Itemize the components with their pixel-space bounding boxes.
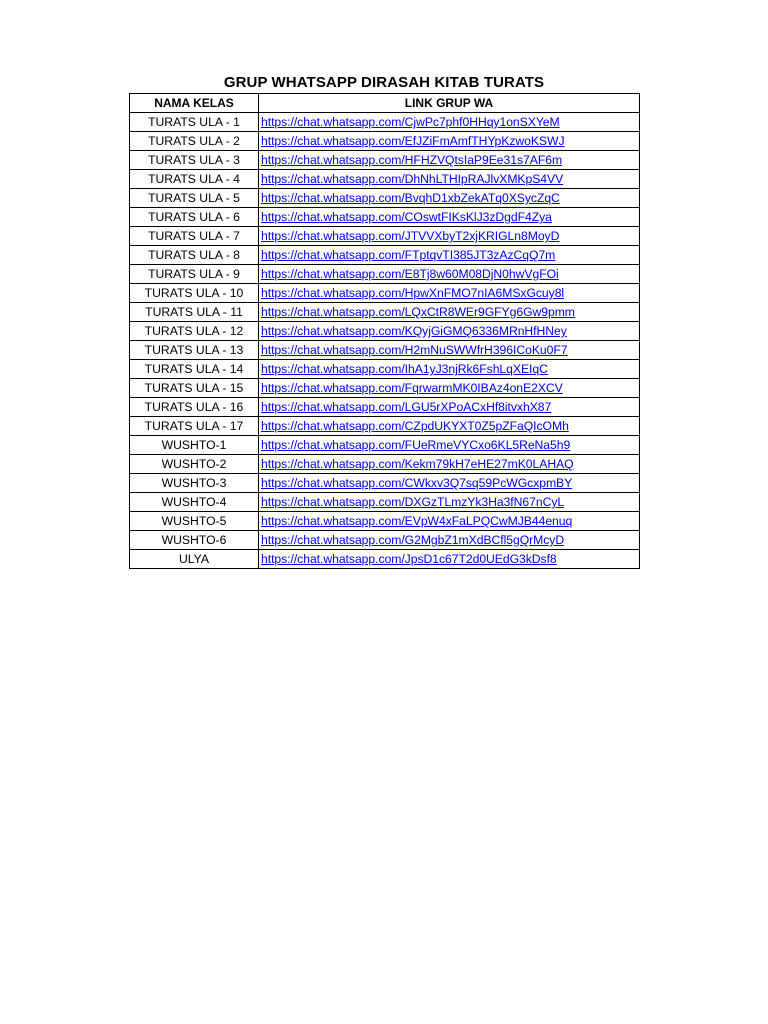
class-name-cell: WUSHTO-4 <box>130 493 259 512</box>
table-row <box>130 379 640 398</box>
group-link-cell <box>259 246 640 265</box>
class-name-cell: TURATS ULA - 8 <box>130 246 259 265</box>
class-name-cell: TURATS ULA - 3 <box>130 151 259 170</box>
class-name-cell: TURATS ULA - 7 <box>130 227 259 246</box>
group-invite-link[interactable]: https://chat.whatsapp.com/COswtFIKsKlJ3zDgdF4Zya <box>261 210 552 224</box>
group-link-cell <box>259 284 640 303</box>
group-link-cell <box>259 208 640 227</box>
class-name-cell: WUSHTO-2 <box>130 455 259 474</box>
group-invite-link[interactable]: https://chat.whatsapp.com/H2mNuSWWfrH396ICoKu0F7 <box>261 343 568 357</box>
group-invite-link[interactable]: https://chat.whatsapp.com/LGU5rXPoACxHf8itvxhX87 <box>261 400 552 414</box>
group-invite-link[interactable]: https://chat.whatsapp.com/CjwPc7phf0HHqy1onSXYeM <box>261 115 560 129</box>
table-header-row <box>130 94 640 113</box>
group-invite-link[interactable]: https://chat.whatsapp.com/CZpdUKYXT0Z5pZFaQIcOMh <box>261 419 569 433</box>
whatsapp-group-table <box>129 93 640 569</box>
group-link-cell <box>259 341 640 360</box>
group-link-cell <box>259 189 640 208</box>
class-name-cell: WUSHTO-6 <box>130 531 259 550</box>
group-invite-link[interactable]: https://chat.whatsapp.com/Kekm79kH7eHE27mK0LAHAQ <box>261 457 574 471</box>
class-name-cell: WUSHTO-1 <box>130 436 259 455</box>
group-invite-link[interactable]: https://chat.whatsapp.com/BvqhD1xbZekATq0XSycZqC <box>261 191 560 205</box>
group-invite-link[interactable]: https://chat.whatsapp.com/EVpW4xFaLPQCwMJB44enuq <box>261 514 573 528</box>
group-invite-link[interactable]: https://chat.whatsapp.com/EfJZiFmAmfTHYpKzwoKSWJ <box>261 134 565 148</box>
group-invite-link[interactable]: https://chat.whatsapp.com/LQxCtR8WEr9GFYg6Gw9pmm <box>261 305 575 319</box>
class-name-cell: TURATS ULA - 4 <box>130 170 259 189</box>
class-name-cell: TURATS ULA - 5 <box>130 189 259 208</box>
table-row <box>130 265 640 284</box>
group-invite-link[interactable]: https://chat.whatsapp.com/KQyjGiGMQ6336MRnHfHNey <box>261 324 567 338</box>
class-name-cell: TURATS ULA - 6 <box>130 208 259 227</box>
class-name-cell: ULYA <box>130 550 259 569</box>
column-header-class-name: NAMA KELAS <box>130 94 259 113</box>
group-link-cell <box>259 132 640 151</box>
table-row <box>130 360 640 379</box>
group-link-cell <box>259 455 640 474</box>
table-row <box>130 151 640 170</box>
class-name-cell: TURATS ULA - 10 <box>130 284 259 303</box>
group-link-cell <box>259 170 640 189</box>
group-link-cell <box>259 151 640 170</box>
group-link-cell <box>259 474 640 493</box>
table-row <box>130 474 640 493</box>
group-link-cell <box>259 398 640 417</box>
group-invite-link[interactable]: https://chat.whatsapp.com/IhA1yJ3njRk6FshLqXEIqC <box>261 362 548 376</box>
class-name-cell: WUSHTO-5 <box>130 512 259 531</box>
group-link-cell <box>259 512 640 531</box>
group-invite-link[interactable]: https://chat.whatsapp.com/E8Tj8w60M08DjN0hwVgFOi <box>261 267 559 281</box>
table-row <box>130 246 640 265</box>
group-link-cell <box>259 360 640 379</box>
table-body <box>130 113 640 569</box>
table-row <box>130 189 640 208</box>
group-link-cell <box>259 493 640 512</box>
table-row <box>130 113 640 132</box>
class-name-cell: TURATS ULA - 17 <box>130 417 259 436</box>
class-name-cell: TURATS ULA - 16 <box>130 398 259 417</box>
table-row <box>130 208 640 227</box>
group-invite-link[interactable]: https://chat.whatsapp.com/DXGzTLmzYk3Ha3fN67nCyL <box>261 495 565 509</box>
table-row <box>130 436 640 455</box>
class-name-cell: TURATS ULA - 14 <box>130 360 259 379</box>
group-invite-link[interactable]: https://chat.whatsapp.com/HpwXnFMO7nIA6MSxGcuy8l <box>261 286 565 300</box>
group-invite-link[interactable]: https://chat.whatsapp.com/CWkxv3Q7sq59PcWGcxpmBY <box>261 476 573 490</box>
group-link-cell <box>259 436 640 455</box>
table-row <box>130 227 640 246</box>
class-name-cell: TURATS ULA - 9 <box>130 265 259 284</box>
table-row <box>130 512 640 531</box>
group-link-cell <box>259 303 640 322</box>
class-name-cell: TURATS ULA - 13 <box>130 341 259 360</box>
table-row <box>130 531 640 550</box>
group-link-cell <box>259 322 640 341</box>
table-row <box>130 170 640 189</box>
group-link-cell <box>259 550 640 569</box>
table-row <box>130 493 640 512</box>
table-row <box>130 322 640 341</box>
group-invite-link[interactable]: https://chat.whatsapp.com/FUeRmeVYCxo6KL5ReNa5h9 <box>261 438 571 452</box>
group-invite-link[interactable]: https://chat.whatsapp.com/JTVVXbyT2xjKRIGLn8MoyD <box>261 229 560 243</box>
page-title: GRUP WHATSAPP DIRASAH KITAB TURATS <box>223 74 545 91</box>
group-link-cell <box>259 265 640 284</box>
group-link-cell <box>259 531 640 550</box>
group-invite-link[interactable]: https://chat.whatsapp.com/HFHZVQtsIaP9Ee31s7AF6m <box>261 153 563 167</box>
table-row <box>130 550 640 569</box>
class-name-cell: TURATS ULA - 12 <box>130 322 259 341</box>
table-row <box>130 132 640 151</box>
class-name-cell: TURATS ULA - 11 <box>130 303 259 322</box>
group-link-cell <box>259 417 640 436</box>
table-row <box>130 398 640 417</box>
table-row <box>130 341 640 360</box>
group-link-cell <box>259 379 640 398</box>
group-invite-link[interactable]: https://chat.whatsapp.com/G2MgbZ1mXdBCfl5gQrMcyD <box>261 533 565 547</box>
table-row <box>130 303 640 322</box>
group-link-cell <box>259 113 640 132</box>
group-invite-link[interactable]: https://chat.whatsapp.com/FqrwarmMK0IBAz4onE2XCV <box>261 381 563 395</box>
table-row <box>130 284 640 303</box>
class-name-cell: WUSHTO-3 <box>130 474 259 493</box>
class-name-cell: TURATS ULA - 15 <box>130 379 259 398</box>
group-link-cell <box>259 227 640 246</box>
table-row <box>130 455 640 474</box>
class-name-cell: TURATS ULA - 2 <box>130 132 259 151</box>
column-header-group-link: LINK GRUP WA <box>259 94 640 113</box>
group-invite-link[interactable]: https://chat.whatsapp.com/JpsD1c67T2d0UEdG3kDsf8 <box>261 552 557 566</box>
table-row <box>130 417 640 436</box>
group-invite-link[interactable]: https://chat.whatsapp.com/FTptqvTI385JT3zAzCqQ7m <box>261 248 556 262</box>
class-name-cell: TURATS ULA - 1 <box>130 113 259 132</box>
group-invite-link[interactable]: https://chat.whatsapp.com/DhNhLTHIpRAJlvXMKpS4VV <box>261 172 564 186</box>
